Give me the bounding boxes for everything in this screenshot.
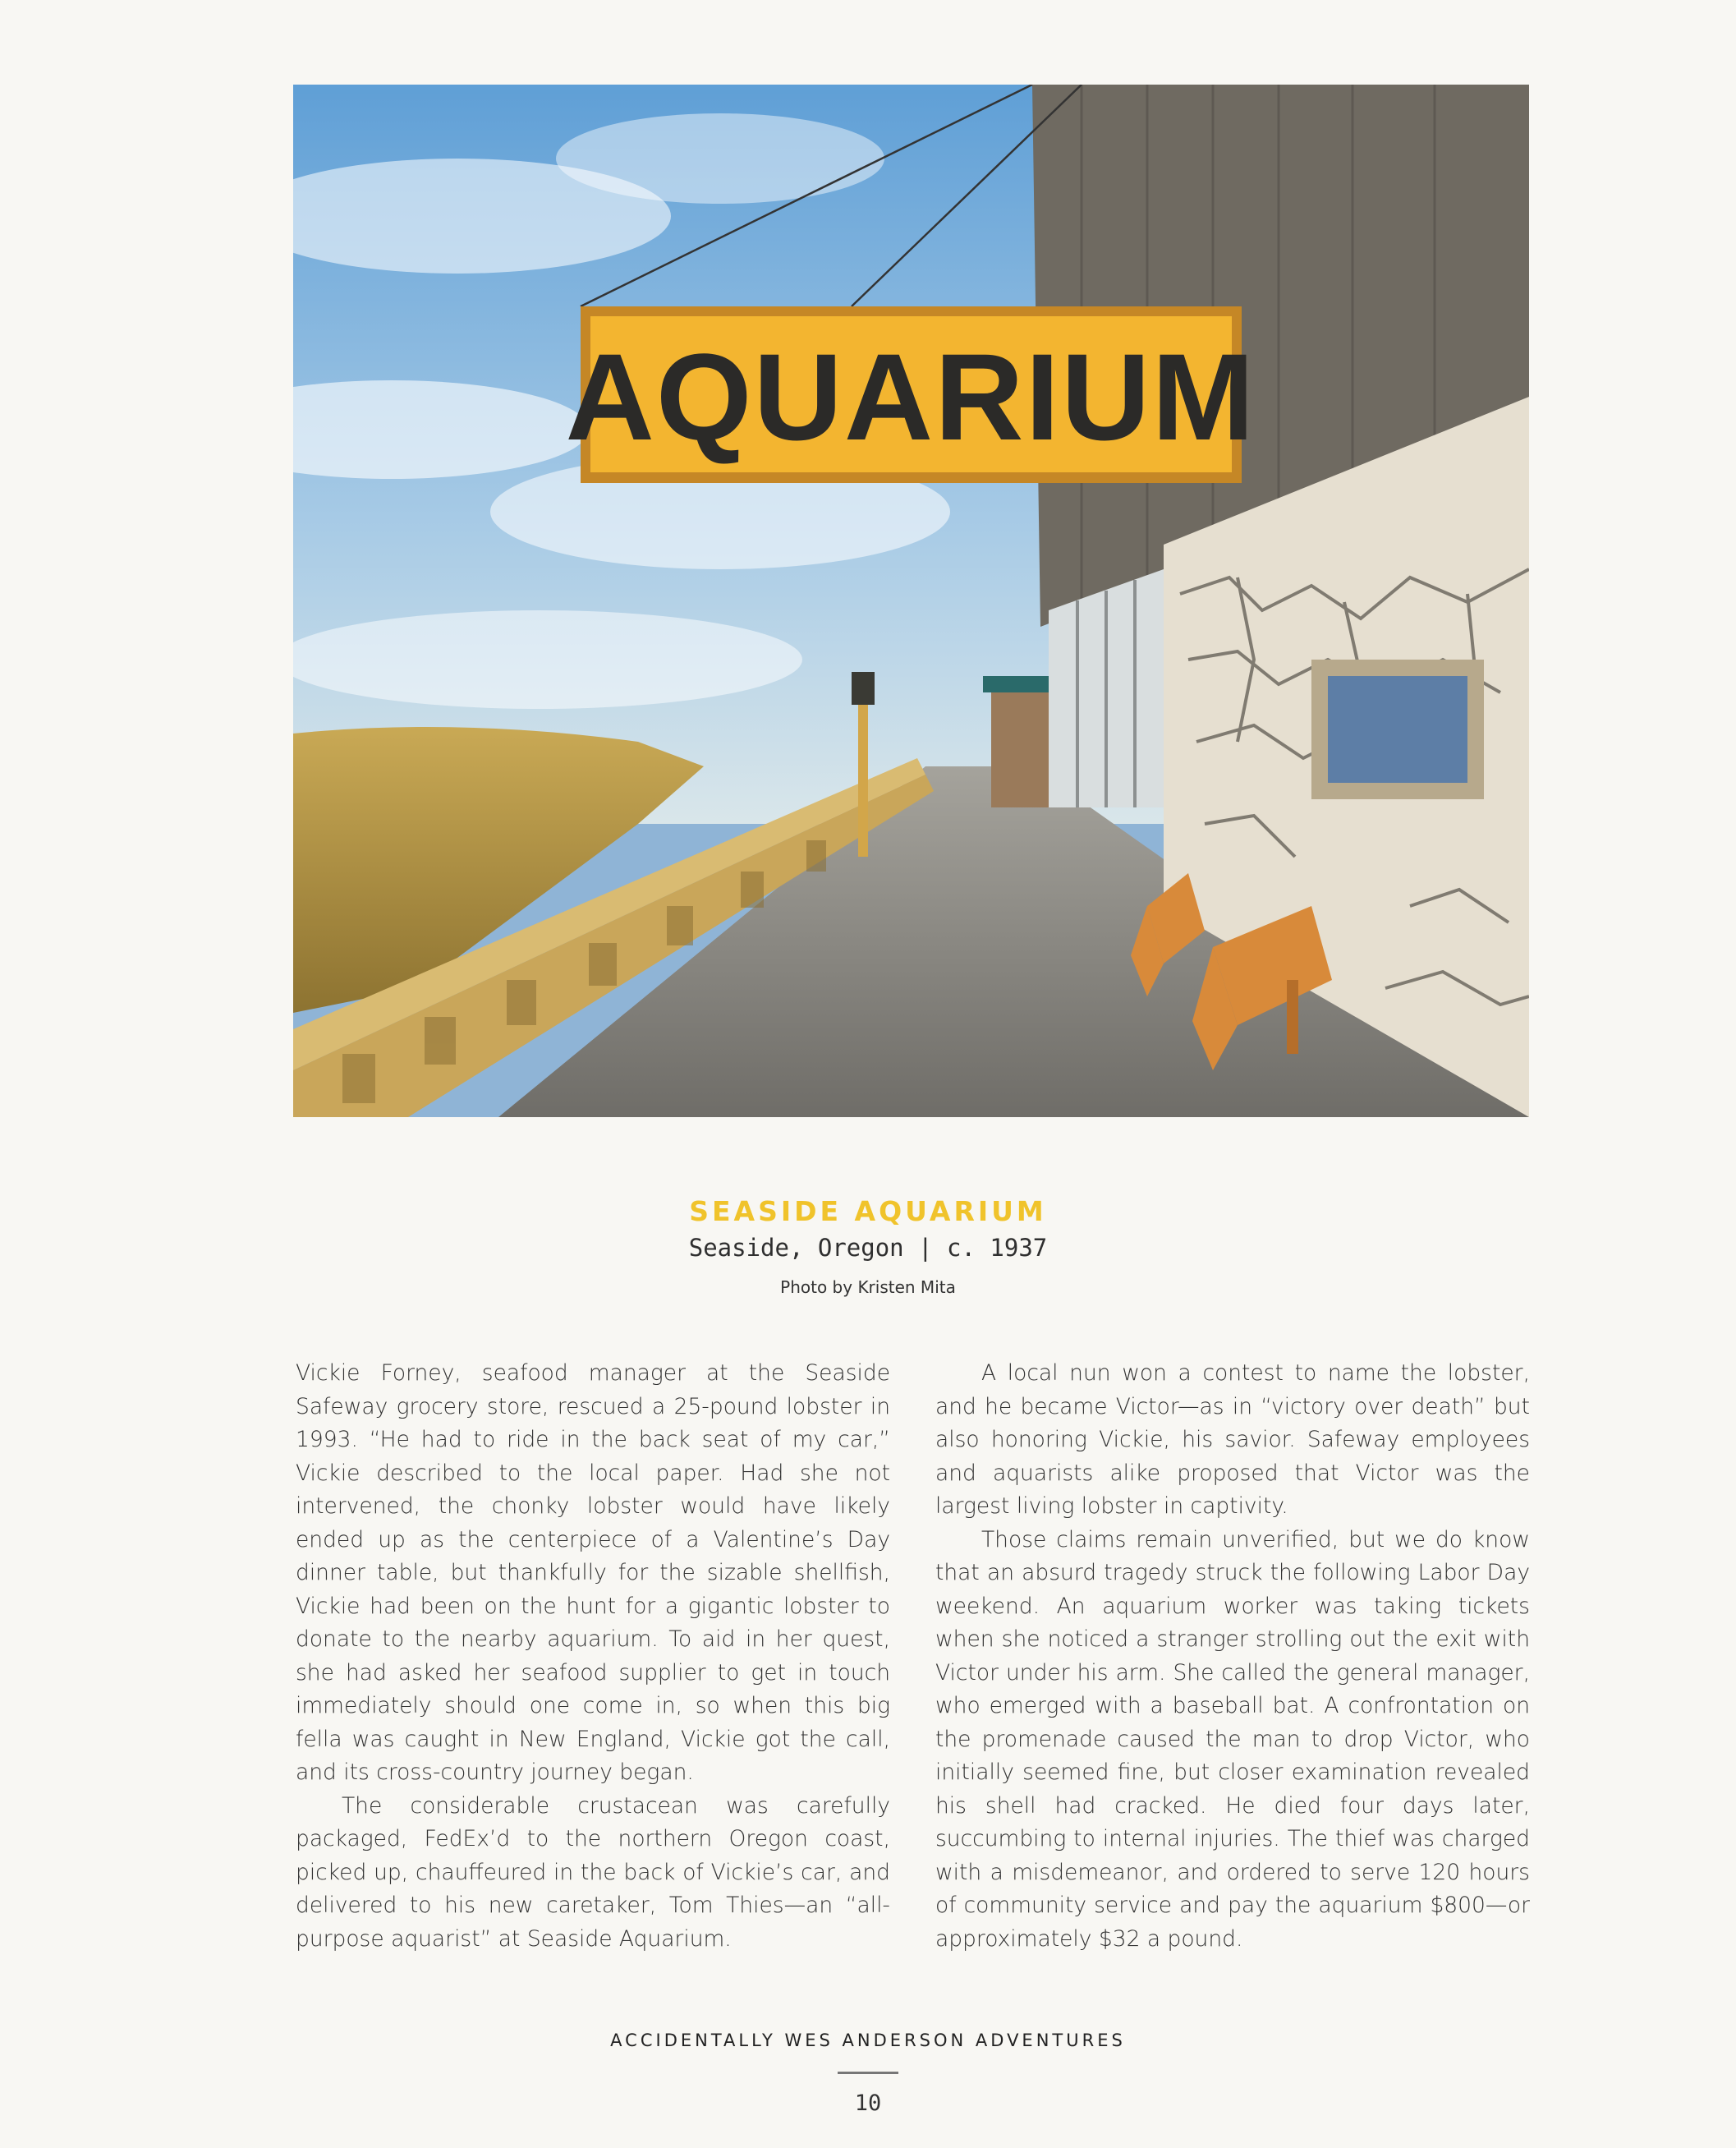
caption-title: SEASIDE AQUARIUM [689,1195,1047,1227]
aquarium-sign [566,306,1256,483]
photo-credit: Photo by Kristen Mita [780,1277,956,1297]
caption-location: Seaside, Oregon | c. 1937 [688,1234,1048,1262]
footer-title: ACCIDENTALLY WES ANDERSON ADVENTURES [610,2031,1126,2050]
aquarium-photo [293,85,1529,1117]
paragraph: Those claims remain unverified, but we do know that an absurd tragedy struck the following Labor Day weekend. An aquarium worker was taking tickets when she noticed a stranger strolling out the exit with Victor under his arm. She called the general manager, who emerged with a baseball bat. A confrontation on the promenade caused the man to drop Victor, who initially seemed fine, but closer examination revealed his shell had cracked. He died four days later, succumbing to internal injuries. The thief was charged with a misdemeanor, and ordered to serve 120 hours of community service and pay the aquarium $800—or approximately $32 a pound. [935,1526,1530,1952]
body-column-right [935,1357,1530,1956]
page-number: 10 [854,2091,882,2116]
footer-divider [838,2072,898,2074]
paragraph: A local nun won a contest to name the lobster, and he became Victor—as in “victory over death” but also honoring Vickie, his savior. Safeway employees and aquarists alike proposed that Victor was the largest living lobster in captivity. [935,1360,1530,1519]
paragraph: The considerable crustacean was carefully packaged, FedEx’d to the northern Oregon coast, picked up, chauffeured in the back of Vickie’s car, and delivered to his new caretaker, Tom Thies—an “all-purpose aquarist” at Seaside Aquarium. [296,1792,890,1952]
sign-text: AQUARIUM [565,328,1256,466]
paragraph: Vickie Forney, seafood manager at the Seaside Safeway grocery store, rescued a 25-pound lobster in 1993. “He had to ride in the back seat of my car,” Vickie described to the local paper. Had she not intervened, the chonky lobster would have likely ended up as the centerpiece of a Valentine’s Day dinner table, but thankfully for the sizable shellfish, Vickie had been on the hunt for a gigantic lobster to donate to the nearby aquarium. To aid in her quest, she had asked her seafood supplier to get in touch immediately should one come in, so when this big fella was caught in New England, Vickie got the call, and its cross-country journey began. [296,1360,890,1785]
body-column-left [296,1357,890,1956]
photo-illustration [293,85,1529,1117]
